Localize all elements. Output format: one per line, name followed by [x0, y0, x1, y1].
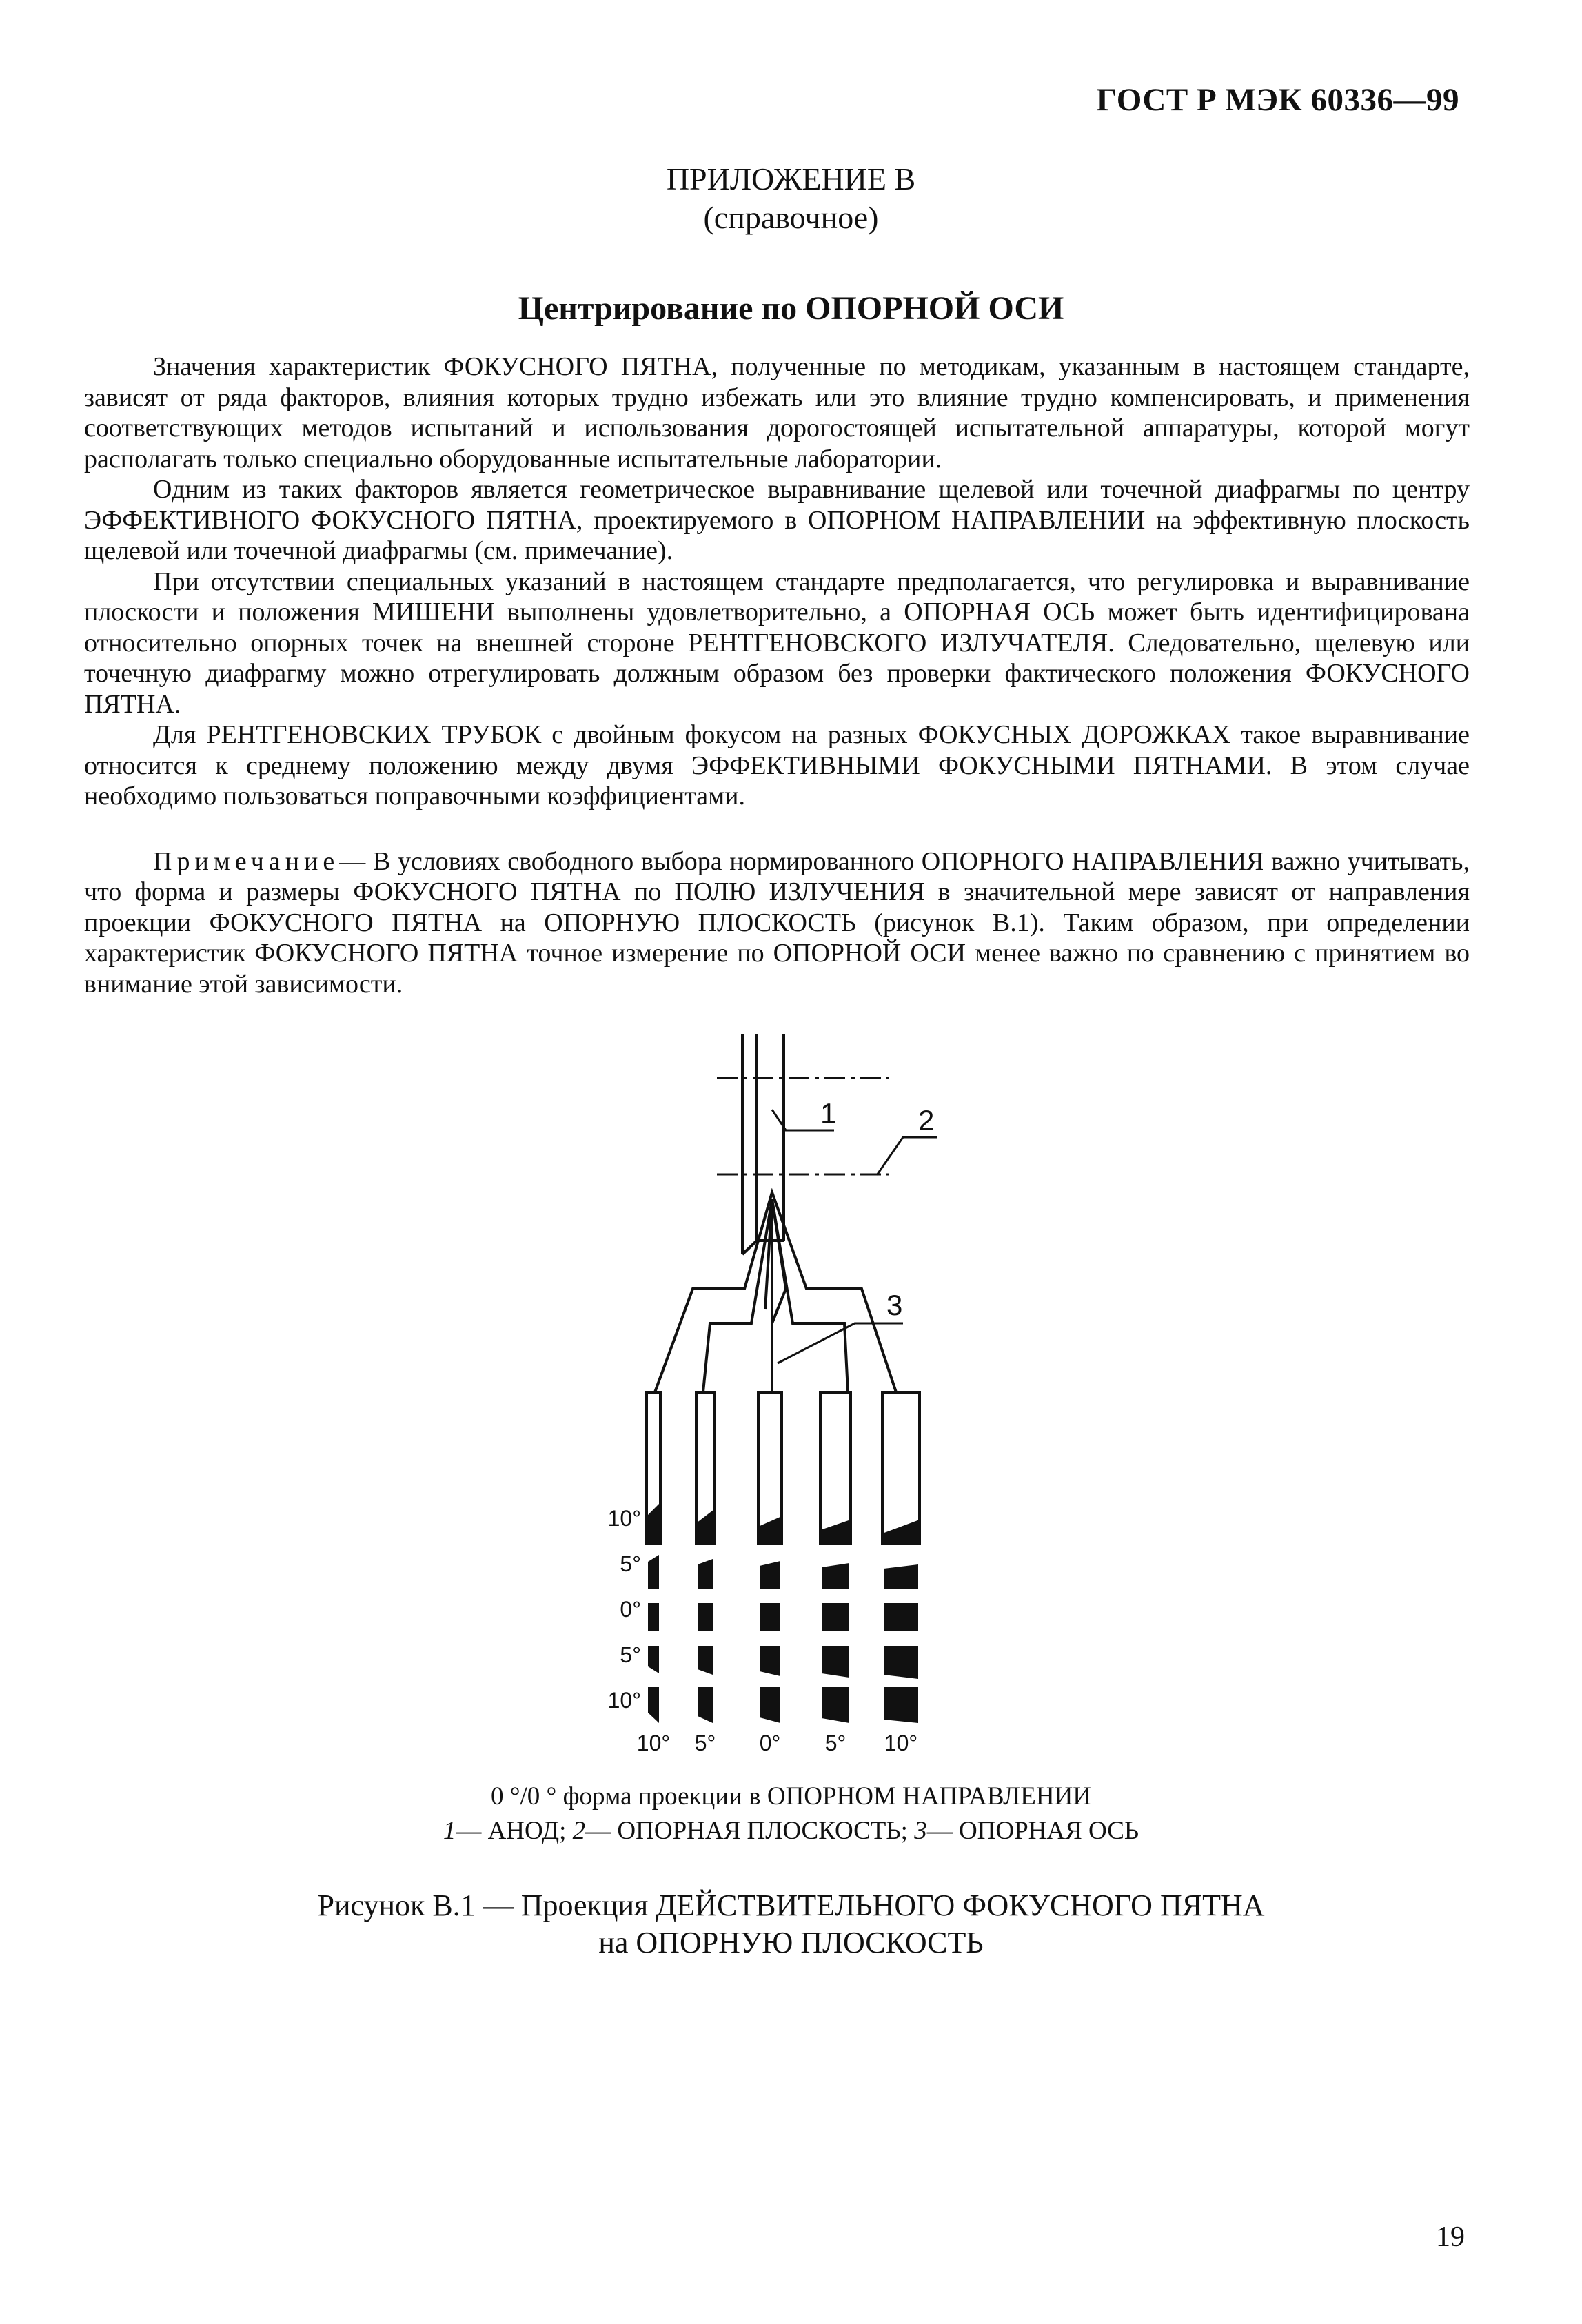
legend-num: 2 [572, 1817, 586, 1845]
caption-line: Рисунок В.1 — Проекция ДЕЙСТВИТЕЛЬНОГО ФОКУСНОГО ПЯТНА [317, 1888, 1265, 1922]
col-label: 10° [884, 1731, 918, 1755]
legend-items [0, 1814, 1582, 1848]
row-label: 5° [620, 1551, 641, 1576]
callout-leaders [772, 1110, 937, 1363]
row-angle-labels [608, 1506, 641, 1713]
legend-num: 3 [914, 1817, 927, 1845]
figure-legend [0, 1780, 1582, 1848]
paragraph: При отсутствии специальных указаний в настоящем стандарте предполагается, что регулировка и выравнивание плоскости и положения МИШЕНИ выполнены удовлетворительно, а ОПОРНАЯ ОСЬ может быть идентифицирована относительно опорных точек на внешней стороне РЕНТГЕНОВСКОГО ИЗЛУЧАТЕЛЯ. Следовательно, щелевую или точечную диафрагму можно отрегулировать должным образом без проверки фактического положения ФОКУСНОГО ПЯТНА. [84, 567, 1470, 719]
col-label: 10° [636, 1731, 671, 1755]
callout-2: 2 [918, 1104, 935, 1136]
row-label: 0° [620, 1597, 641, 1622]
col-label: 5° [694, 1731, 716, 1755]
focal-spot-projection-figure [565, 1034, 1006, 1764]
legend-text: — АНОД; [456, 1817, 573, 1845]
col-label: 5° [824, 1731, 846, 1755]
row-label: 5° [620, 1642, 641, 1667]
section-title: Центрирование по ОПОРНОЙ ОСИ [518, 290, 1064, 327]
note [84, 846, 1470, 1000]
standard-header: ГОСТ Р МЭК 60336—99 [1096, 82, 1459, 118]
caption-line: на ОПОРНУЮ ПЛОСКОСТЬ [598, 1926, 984, 1959]
appendix-subtitle: (справочное) [703, 200, 879, 235]
col-angle-labels [637, 1731, 917, 1755]
figure-caption [0, 1887, 1582, 1961]
row-label: 10° [607, 1506, 641, 1531]
legend-line: 0 °/0 ° форма проекции в ОПОРНОМ НАПРАВЛЕНИИ [490, 1782, 1092, 1811]
row-label: 10° [607, 1688, 641, 1713]
appendix-title: ПРИЛОЖЕНИЕ В [666, 161, 916, 196]
legend-text: — ОПОРНАЯ ПЛОСКОСТЬ; [585, 1817, 915, 1845]
page-number: 19 [1436, 2221, 1465, 2253]
paragraph: Для РЕНТГЕНОВСКИХ ТРУБОК с двойным фокусом на разных ФОКУСНЫХ ДОРОЖКАХ такое выравнивание относится к среднему положению между двумя ЭФФЕКТИВНЫМИ ФОКУСНЫМИ ПЯТНАМИ. В этом случае необходимо пользоваться поправочными коэффициентами. [84, 720, 1470, 811]
col-label: 0° [759, 1731, 781, 1755]
paragraph: Значения характеристик ФОКУСНОГО ПЯТНА, полученные по методикам, указанным в настоящем стандарте, зависят от ряда факторов, влияния которых трудно избежать или это влияние трудно компенсировать, и применения соответствующих методов испытаний и использования дорогостоящей испытательной аппаратуры, которой могут располагать только специально оборудованные испытательные лаборатории. [84, 352, 1470, 473]
note-text: — В условиях свободного выбора нормированного ОПОРНОГО НАПРАВЛЕНИЯ важно учитывать, что форма и размеры ФОКУСНОГО ПЯТНА по ПОЛЮ ИЗЛУЧЕНИЯ в значительной мере зависят от направления проекции ФОКУСНОГО ПЯТНА на ОПОРНУЮ ПЛОСКОСТЬ (рисунок В.1). Таким образом, при определении характеристик ФОКУСНОГО ПЯТНА точное измерение по ОПОРНОЙ ОСИ менее важно по сравнению с принятием во внимание этой зависимости. [84, 846, 1470, 999]
appendix-heading [0, 160, 1582, 237]
legend-num: 1 [443, 1817, 456, 1845]
legend-text: — ОПОРНАЯ ОСЬ [926, 1817, 1139, 1845]
body-text [84, 351, 1470, 999]
callout-1: 1 [820, 1097, 837, 1130]
projection-rays [655, 1192, 896, 1392]
note-label: Примечание [153, 846, 340, 876]
paragraph: Одним из таких факторов является геометрическое выравнивание щелевой или точечной диафрагмы по центру ЭФФЕКТИВНОГО ФОКУСНОГО ПЯТНА, проектируемого в ОПОРНОМ НАПРАВЛЕНИИ на эффективную плоскость щелевой или точечной диафрагмы (см. примечание). [84, 475, 1470, 565]
projection-columns [647, 1392, 920, 1544]
callout-3: 3 [886, 1289, 903, 1321]
